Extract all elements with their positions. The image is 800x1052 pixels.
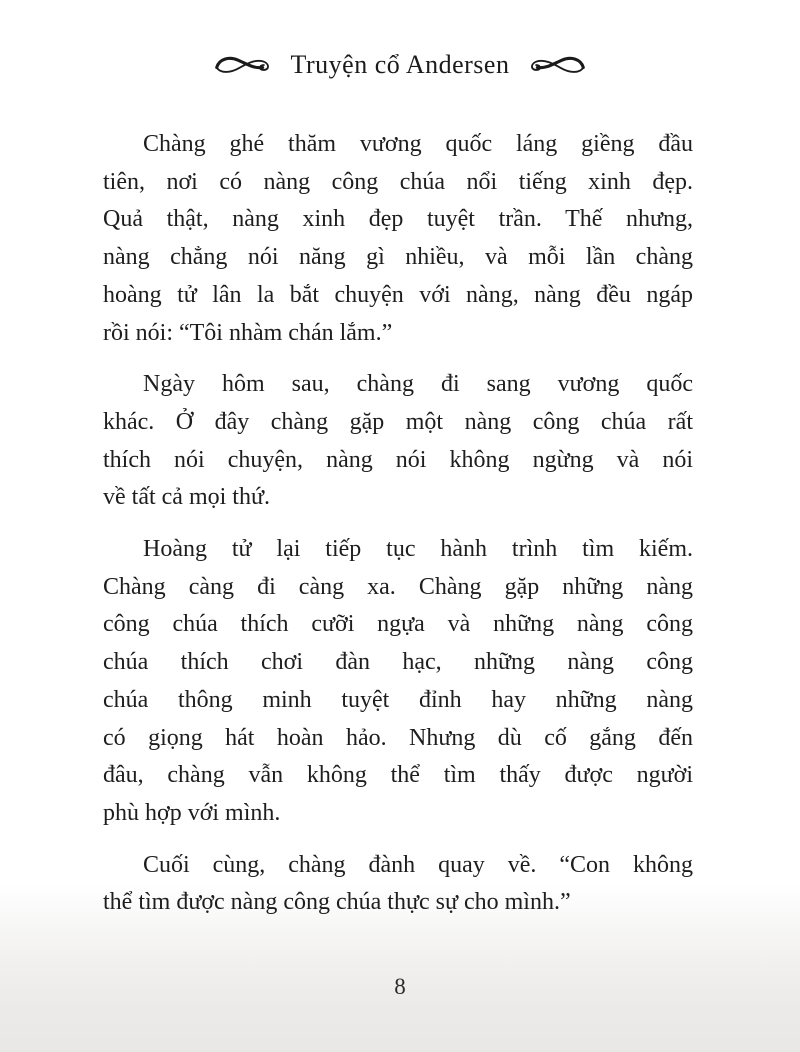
flourish-swirl-left-icon bbox=[213, 52, 275, 78]
text-line: Hoàng tử lại tiếp tục hành trình tìm kiếm. bbox=[143, 536, 693, 563]
text-line: thể tìm được nàng công chúa thực sự cho mình.” bbox=[103, 889, 571, 916]
text-line: chúa thích chơi đàn hạc, những nàng công bbox=[103, 649, 693, 676]
text-line: công chúa thích cưỡi ngựa và những nàng công bbox=[103, 611, 693, 638]
text-line: chúa thông minh tuyệt đỉnh hay những nàng bbox=[103, 686, 693, 713]
page-body bbox=[103, 126, 693, 936]
text-line: đâu, chàng vẫn không thể tìm thấy được người bbox=[103, 762, 693, 789]
text-line: khác. Ở đây chàng gặp một nàng công chúa rất bbox=[103, 408, 693, 435]
text-line: Chàng càng đi càng xa. Chàng gặp những nàng bbox=[103, 573, 693, 600]
text-line: Chàng ghé thăm vương quốc láng giềng đầu bbox=[143, 131, 693, 157]
text-line: tiên, nơi có nàng công chúa nổi tiếng xinh đẹp. bbox=[103, 168, 693, 195]
page-title: Truyện cổ Andersen bbox=[290, 50, 510, 79]
page-number: 8 bbox=[394, 974, 406, 999]
text-line: Ngày hôm sau, chàng đi sang vương quốc bbox=[143, 371, 693, 398]
text-line: phù hợp với mình. bbox=[103, 799, 281, 826]
text-line: Quả thật, nàng xinh đẹp tuyệt trần. Thế nhưng, bbox=[103, 206, 693, 233]
text-line: thích nói chuyện, nàng nói không ngừng và nói bbox=[103, 446, 693, 473]
text-line: hoàng tử lân la bắt chuyện với nàng, nàng đều ngáp bbox=[103, 281, 693, 308]
paragraph bbox=[103, 531, 693, 833]
paragraph bbox=[103, 126, 693, 352]
paragraph bbox=[103, 366, 693, 517]
paragraph bbox=[103, 847, 693, 922]
text-line: rồi nói: “Tôi nhàm chán lắm.” bbox=[103, 319, 393, 346]
flourish-swirl-right-icon bbox=[525, 52, 587, 78]
text-line: Cuối cùng, chàng đành quay về. “Con không bbox=[143, 851, 693, 878]
text-line: có giọng hát hoàn hảo. Nhưng dù cố gắng đến bbox=[103, 724, 693, 751]
text-line: nàng chẳng nói năng gì nhiều, và mỗi lần chàng bbox=[103, 244, 693, 271]
text-line: về tất cả mọi thứ. bbox=[103, 484, 270, 511]
page-header bbox=[0, 48, 800, 82]
